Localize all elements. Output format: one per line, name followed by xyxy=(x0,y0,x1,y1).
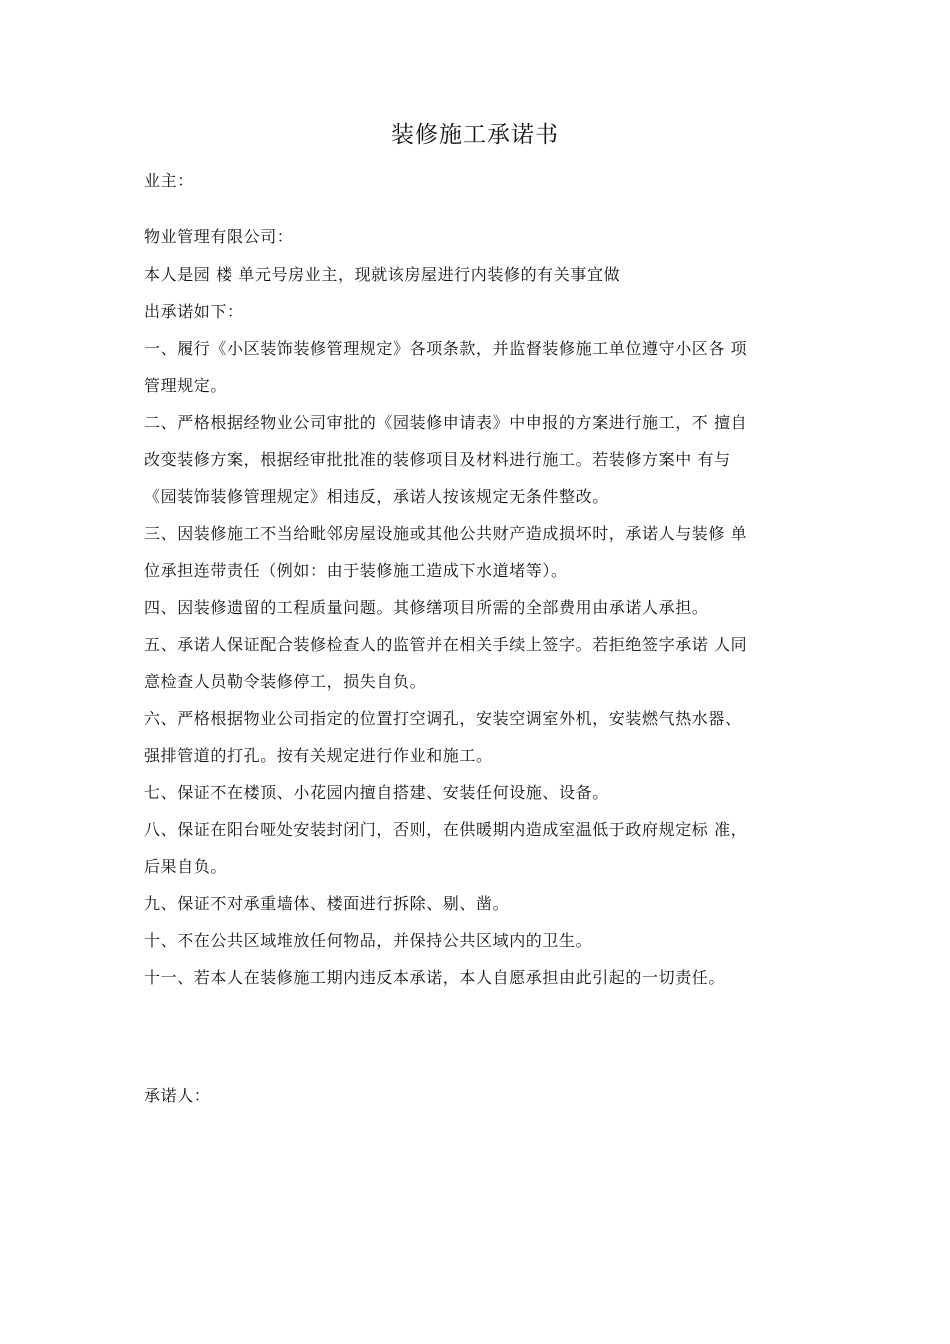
signer-label: 承诺人： xyxy=(144,1086,211,1105)
intro-line: 本人是园 楼 单元号房业主，现就该房屋进行内装修的有关事宜做 xyxy=(144,265,621,284)
clause-line: 一、履行《小区装饰装修管理规定》各项条款，并监督装修施工单位遵守小区各 项 xyxy=(144,339,748,358)
clause-line: 五、承诺人保证配合装修检查人的监管并在相关手续上签字。若拒绝签字承诺 人同 xyxy=(144,635,748,654)
clause-line: 十、不在公共区域堆放任何物品，并保持公共区域内的卫生。 xyxy=(144,931,593,950)
clause-line: 二、严格根据经物业公司审批的《园装修申请表》中申报的方案进行施工，不 擅自 xyxy=(144,413,748,432)
clause-line: 《园装饰装修管理规定》相违反，承诺人按该规定无条件整改。 xyxy=(144,487,609,506)
page-title: 装修施工承诺书 xyxy=(391,122,559,148)
clause-line: 四、因装修遗留的工程质量问题。其修缮项目所需的全部费用由承诺人承担。 xyxy=(144,598,709,617)
clause-line: 十一、若本人在装修施工期内违反本承诺，本人自愿承担由此引起的一切责任。 xyxy=(144,968,726,987)
clause-line: 六、严格根据物业公司指定的位置打空调孔，安装空调室外机，安装燃气热水器、 xyxy=(144,709,742,728)
intro-line: 出承诺如下： xyxy=(144,302,244,321)
clause-line: 位承担连带责任（例如：由于装修施工造成下水道堵等）。 xyxy=(144,561,568,580)
clause-line: 八、保证在阳台哑处安装封闭门，否则，在供暖期内造成室温低于政府规定标 准， xyxy=(144,820,748,839)
clause-line: 七、保证不在楼顶、小花园内擅自搭建、安装任何设施、设备。 xyxy=(144,783,609,802)
clause-line: 后果自负。 xyxy=(144,857,228,876)
clause-line: 管理规定。 xyxy=(144,376,228,395)
clause-line: 三、因装修施工不当给毗邻房屋设施或其他公共财产造成损坏时，承诺人与装修 单 xyxy=(144,524,748,543)
company-label: 物业管理有限公司： xyxy=(144,227,294,246)
clause-line: 强排管道的打孔。按有关规定进行作业和施工。 xyxy=(144,746,493,765)
clause-line: 意检查人员勒令装修停工，损失自负。 xyxy=(144,672,427,691)
owner-label: 业主： xyxy=(144,171,194,190)
clause-line: 九、保证不对承重墙体、楼面进行拆除、剔、凿。 xyxy=(144,894,510,913)
clause-line: 改变装修方案，根据经审批批准的装修项目及材料进行施工。若装修方案中 有与 xyxy=(144,450,731,469)
